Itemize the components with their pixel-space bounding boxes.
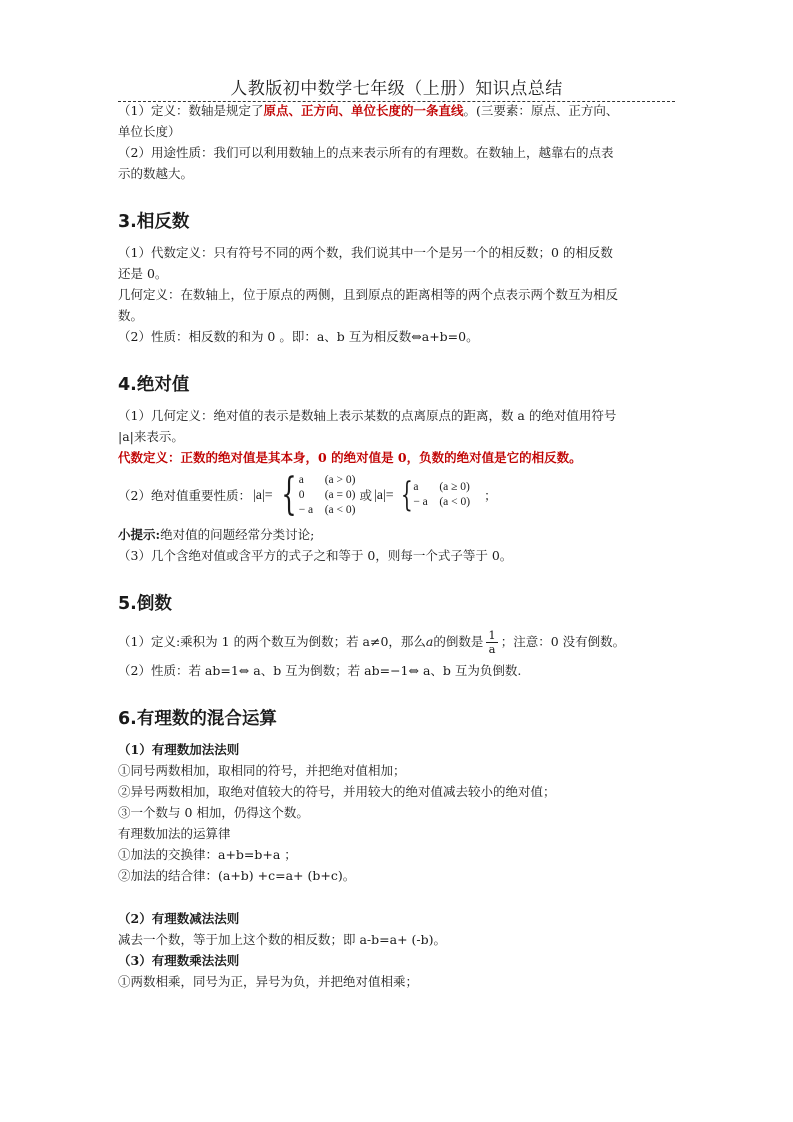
absolute-property-formula: （2）绝对值重要性质： |a|= { a (a > 0) 0 (a = 0) − a (a < 0) 或 |a|= { a (a ≥ 0) − a (a < 0) ； [118, 468, 497, 520]
opposite-algebraic-line2: 还是 0。 [118, 266, 168, 281]
addition-rule-title: （1）有理数加法法则 [118, 742, 240, 757]
subtraction-rule-1: 减去一个数，等于加上这个数的相反数；即 a-b=a+ (-b)。 [118, 932, 447, 947]
or-text: 或 [359, 487, 372, 503]
abs-a-symbol-1: |a|= [252, 487, 273, 503]
addition-rule-1: ①同号两数相加，取相同的符号，并把绝对值相加； [118, 763, 406, 778]
multiplication-rule-title: （3）有理数乘法法则 [118, 953, 240, 968]
absolute-algebraic-highlight: 正数的绝对值是其本身，0 的绝对值是 0，负数的绝对值是它的相反数 [180, 450, 570, 465]
abs-a-symbol-2: |a|= [373, 487, 394, 503]
case-row: − a (a < 0) [298, 503, 356, 516]
opposite-algebraic-line1: （1）代数定义：只有符号不同的两个数，我们说其中一个是另一个的相反数；0 的相反数 [118, 245, 613, 260]
left-brace-icon: { [280, 468, 297, 520]
reciprocal-definition: （1）定义:乘积为 1 的两个数互为倒数；若 a≠0，那么a的倒数是 $\frac{1}{a}$ ；注意：0 没有倒数。 [118, 628, 626, 656]
axis-use-line1: （2）用途性质：我们可以利用数轴上的点来表示所有的有理数。在数轴上，越靠右的点表 [118, 145, 614, 160]
section-4-title: 4.绝对值 [118, 375, 190, 395]
axis-definition: （1）定义：数轴是规定了原点、正方向、单位长度的一条直线。(三要素：原点、正方向、 [118, 103, 619, 118]
section-6-title: 6.有理数的混合运算 [118, 709, 277, 729]
fraction-one-over-a: $\frac{1}{a}$ [488, 628, 496, 656]
left-brace-icon: { [400, 475, 413, 515]
addition-rule-3: ③一个数与 0 相加，仍得这个数。 [118, 805, 309, 820]
subtraction-rule-title: （2）有理数减法法则 [118, 911, 240, 926]
section-3-title: 3.相反数 [118, 212, 190, 232]
case-row: a (a > 0) [298, 473, 356, 486]
document-body [118, 100, 678, 992]
addition-law-title: 有理数加法的运算律 [118, 826, 231, 841]
absolute-property-3: （3）几个含绝对值或含平方的式子之和等于 0，则每一个式子等于 0。 [118, 548, 513, 563]
axis-definition-continued: 单位长度） [118, 124, 181, 139]
multiplication-rule-1: ①两数相乘，同号为正，异号为负，并把绝对值相乘； [118, 974, 419, 989]
axis-use-line2: 示的数越大。 [118, 166, 194, 181]
piecewise-cases-1 [279, 468, 356, 520]
absolute-geometric-line1: （1）几何定义：绝对值的表示是数轴上表示某数的点离原点的距离，数 a 的绝对值用符号 [118, 408, 617, 423]
case-row: a (a ≥ 0) [413, 481, 470, 493]
page-header: 人教版初中数学七年级（上册）知识点总结 [118, 74, 675, 102]
reciprocal-property: （2）性质：若 ab=1⇔ a、b 互为倒数；若 ab=−1⇔ a、b 互为负倒数. [118, 663, 522, 678]
absolute-tip: 小提示:绝对值的问题经常分类讨论; [118, 527, 315, 542]
opposite-geometric-line1: 几何定义：在数轴上，位于原点的两侧，且到原点的距离相等的两个点表示两个数互为相反 [118, 287, 619, 302]
absolute-geometric-line2: |a|来表示。 [118, 429, 184, 444]
case-row: 0 (a = 0) [298, 488, 356, 501]
section-5-title: 5.倒数 [118, 594, 172, 614]
axis-definition-highlight: 原点、正方向、单位长度的一条直线 [263, 103, 464, 118]
opposite-property: （2）性质：相反数的和为 0 。即：a、b 互为相反数⇔a+b=0。 [118, 329, 479, 344]
addition-law-commutative: ①加法的交换律：a+b=b+a ； [118, 847, 297, 862]
addition-law-associative: ②加法的结合律：(a+b) +c=a+ (b+c)。 [118, 868, 356, 883]
opposite-geometric-line2: 数。 [118, 308, 144, 323]
absolute-algebraic: 代数定义：正数的绝对值是其本身，0 的绝对值是 0，负数的绝对值是它的相反数。 [118, 450, 582, 465]
piecewise-cases-2 [400, 473, 470, 517]
addition-rule-2: ②异号两数相加，取绝对值较大的符号，并用较大的绝对值减去较小的绝对值； [118, 784, 556, 799]
case-row: − a (a < 0) [413, 496, 471, 508]
